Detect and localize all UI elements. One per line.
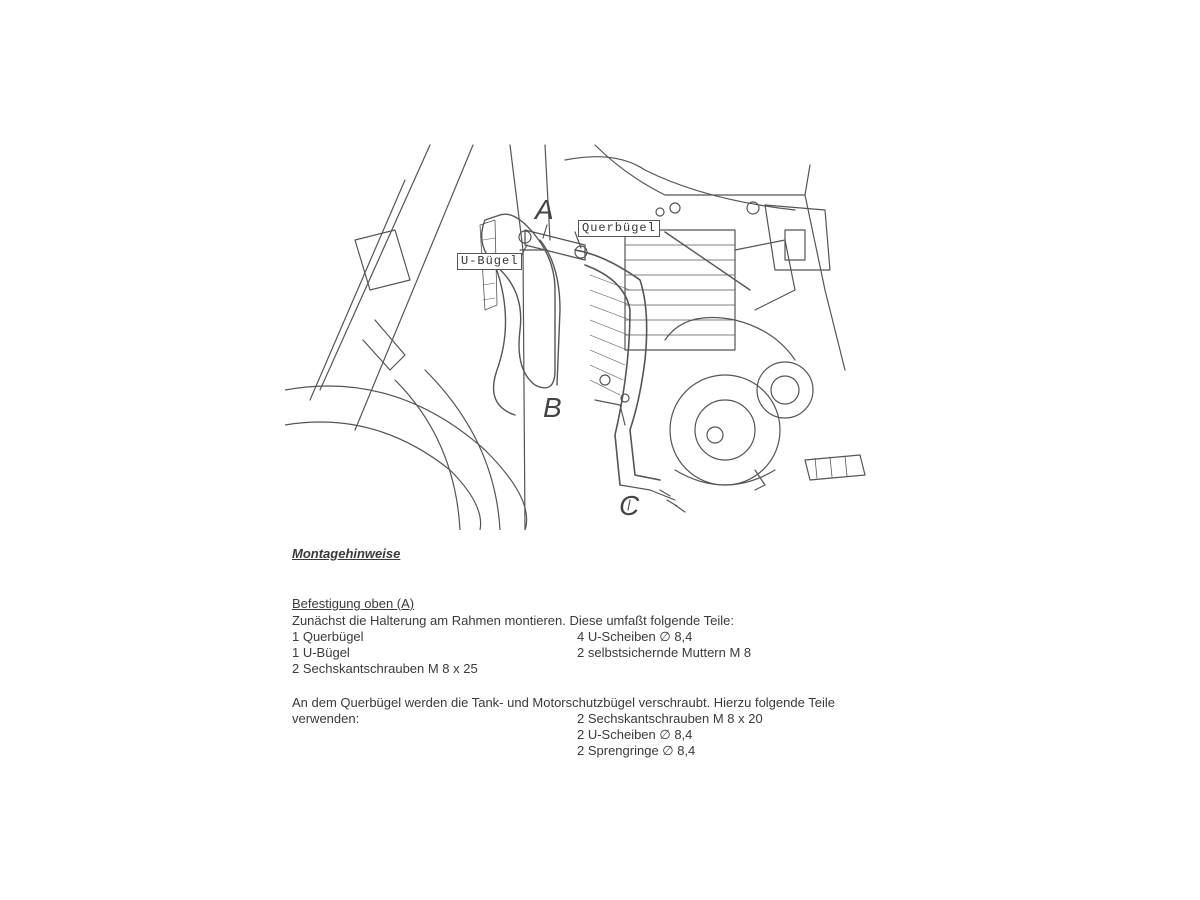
part-item-right: 2 selbstsichernde Muttern M 8 xyxy=(577,645,752,660)
part-item-left: 2 Sechskantschrauben M 8 x 25 xyxy=(292,661,478,676)
point-label-a: A xyxy=(535,194,554,225)
motorcycle-line-art xyxy=(285,140,875,530)
point-label-b: B xyxy=(543,392,562,423)
paragraph-2-line-1: An dem Querbügel werden die Tank- und Motorschutzbügel verschraubt. Hierzu folgende Teile xyxy=(292,695,835,710)
callout-querbuegel: Querbügel xyxy=(578,220,660,237)
intro-text: Zunächst die Halterung am Rahmen montieren. Diese umfaßt folgende Teile: xyxy=(292,613,734,628)
callout-u-buegel: U-Bügel xyxy=(457,253,522,270)
section-title: Befestigung oben (A) xyxy=(292,596,415,611)
part-item-right: 4 U-Scheiben ∅ 8,4 xyxy=(577,629,693,644)
part-item-left: 1 U-Bügel xyxy=(292,645,350,660)
part-item-2: 2 U-Scheiben ∅ 8,4 xyxy=(577,727,693,742)
paragraph-2-line-2: verwenden: xyxy=(292,711,360,726)
part-item-2: 2 Sprengringe ∅ 8,4 xyxy=(577,743,696,758)
part-item-left: 1 Querbügel xyxy=(292,629,364,644)
part-item-2: 2 Sechskantschrauben M 8 x 20 xyxy=(577,711,763,726)
point-label-c: C xyxy=(619,490,640,521)
document-heading: Montagehinweise xyxy=(292,546,401,561)
technical-drawing xyxy=(285,140,875,530)
